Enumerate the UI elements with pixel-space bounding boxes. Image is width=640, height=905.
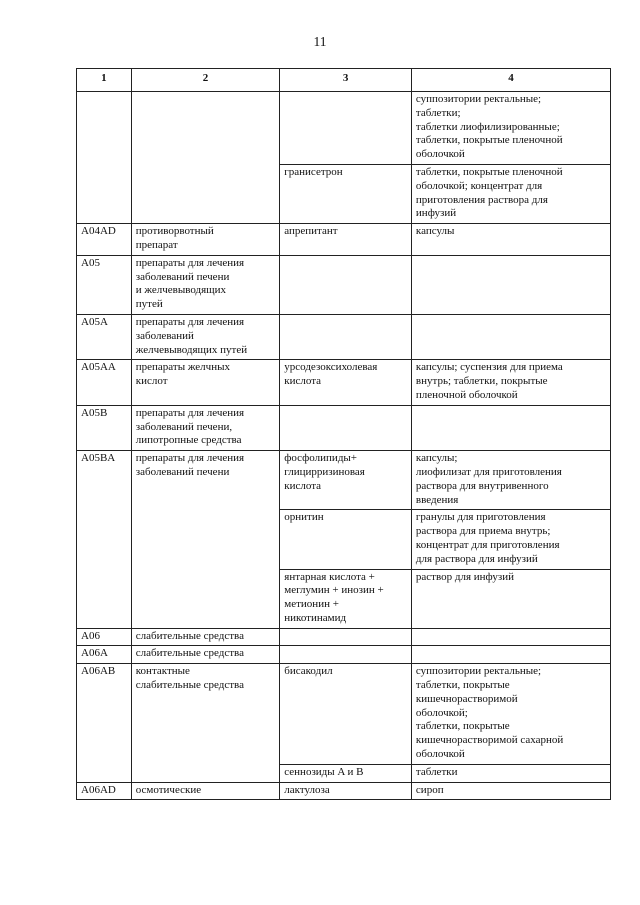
drug-name-cell [280,405,412,450]
cell-text-line: капсулы; суспензия для приема [415,361,563,374]
cell-text-line: препараты для лечения [135,406,245,419]
drug-name-cell [280,782,412,800]
table-header-row [77,69,611,92]
cell-text-line: кислот [135,375,168,388]
dosage-form-cell [411,646,610,664]
atc-code-cell [77,92,132,224]
drug-name-cell [280,360,412,405]
cell-text-line: и желчевыводящих [135,284,227,297]
cell-text-line: A05 [81,256,100,269]
dosage-form-cell [411,224,610,256]
group-name-cell [131,628,280,646]
drug-name-cell [280,451,412,510]
drug-name-cell [280,314,412,359]
cell-text-line: таблетки, покрытые пленочной [415,165,563,178]
cell-text-line: кислота [284,375,322,388]
drug-name-cell [280,628,412,646]
atc-code-cell [77,224,132,256]
cell-text-line: контактные [135,665,190,678]
cell-text-line: приготовления раствора для [415,193,548,206]
cell-text-line: противорвотный [135,225,214,238]
cell-text-line: заболеваний печени [135,270,230,283]
table-body [77,92,611,800]
group-name-cell [131,314,280,359]
table-row [77,92,611,165]
table-row [77,628,611,646]
dosage-form-cell [411,405,610,450]
drug-name-cell [280,164,412,223]
cell-text-line: фосфолипиды+ [284,452,358,465]
table-row [77,255,611,314]
atc-code-cell [77,360,132,405]
drug-classification-table [76,68,611,800]
group-name-cell [131,360,280,405]
cell-text-line: A05B [81,406,108,419]
column-header-4: 4 [411,69,610,92]
group-name-cell [131,664,280,782]
cell-text-line: суппозитории ректальные; [415,665,542,678]
cell-text-line: A05AA [81,361,116,374]
cell-text-line: капсулы; [415,452,458,465]
cell-text-line: глицирризиновая [284,465,365,478]
atc-code-cell [77,405,132,450]
cell-text-line: препарат [135,238,178,251]
cell-text-line: A06AB [81,665,116,678]
cell-text-line: липотропные средства [135,434,242,447]
atc-code-cell [77,646,132,664]
cell-text-line: кислота [284,479,322,492]
cell-text-line: таблетки лиофилизированные; [415,120,560,133]
table-row [77,405,611,450]
cell-text-line: оболочкой; [415,706,468,719]
cell-text-line: слабительные средства [135,629,244,642]
drug-name-cell [280,92,412,165]
group-name-cell [131,224,280,256]
atc-code-cell [77,314,132,359]
table-row [77,646,611,664]
cell-text-line: препараты для лечения [135,452,245,465]
cell-text-line: A05BA [81,452,116,465]
cell-text-line: заболеваний печени, [135,420,233,433]
cell-text-line: лиофилизат для приготовления [415,465,562,478]
group-name-cell [131,255,280,314]
cell-text-line: A04AD [81,225,116,238]
cell-text-line: апрепитант [284,225,338,238]
cell-text-line: таблетки [415,765,458,778]
cell-text-line: орнитин [284,511,324,524]
drug-name-cell [280,224,412,256]
cell-text-line: метионин + [284,598,339,611]
cell-text-line: раствора для внутривенного [415,479,549,492]
group-name-cell [131,92,280,224]
cell-text-line: инфузий [415,207,457,220]
cell-text-line: оболочкой [415,748,465,761]
cell-text-line: A06AD [81,783,116,796]
cell-text-line: путей [135,298,163,311]
cell-text-line: препараты для лечения [135,256,245,269]
atc-code-cell [77,664,132,782]
table-row [77,224,611,256]
atc-code-cell [77,628,132,646]
cell-text-line: концентрат для приготовления [415,538,560,551]
dosage-form-cell [411,451,610,510]
drug-name-cell [280,255,412,314]
cell-text-line: таблетки, покрытые [415,720,510,733]
drug-name-cell [280,646,412,664]
cell-text-line: раствор для инфузий [415,570,515,583]
cell-text-line: слабительные средства [135,647,244,660]
cell-text-line: препараты желчных [135,361,230,374]
cell-text-line: желчевыводящих путей [135,343,248,356]
group-name-cell [131,782,280,800]
dosage-form-cell [411,255,610,314]
table-row [77,314,611,359]
cell-text-line: таблетки; [415,106,461,119]
table-row [77,664,611,765]
page-number: 11 [313,34,327,49]
cell-text-line: капсулы [415,225,455,238]
dosage-form-cell [411,569,610,628]
cell-text-line: введения [415,493,459,506]
dosage-form-cell [411,314,610,359]
cell-text-line: сеннозиды A и B [284,765,364,778]
cell-text-line: бисакодил [284,665,333,678]
cell-text-line: оболочкой [415,148,465,161]
dosage-form-cell [411,92,610,165]
cell-text-line: янтарная кислота + [284,570,375,583]
cell-text-line: кишечнорастворимой сахарной [415,734,564,747]
table-row [77,451,611,510]
cell-text-line: оболочкой; концентрат для [415,179,543,192]
cell-text-line: осмотические [135,783,202,796]
dosage-form-cell [411,764,610,782]
cell-text-line: для раствора для инфузий [415,552,538,565]
table-row [77,782,611,800]
cell-text-line: внутрь; таблетки, покрытые [415,375,548,388]
dosage-form-cell [411,164,610,223]
cell-text-line: A06A [81,647,108,660]
column-header-2: 2 [131,69,280,92]
cell-text-line: сироп [415,783,444,796]
cell-text-line: гранисетрон [284,165,343,178]
cell-text-line: таблетки, покрытые пленочной [415,134,563,147]
group-name-cell [131,646,280,664]
group-name-cell [131,451,280,629]
cell-text-line: суппозитории ректальные; [415,93,542,105]
drug-name-cell [280,569,412,628]
cell-text-line: препараты для лечения [135,315,245,328]
cell-text-line: заболеваний печени [135,465,230,478]
group-name-cell [131,405,280,450]
dosage-form-cell [411,628,610,646]
cell-text-line: таблетки, покрытые [415,679,510,692]
atc-code-cell [77,782,132,800]
cell-text-line: кишечнорастворимой [415,692,518,705]
cell-text-line: A05A [81,315,108,328]
atc-code-cell [77,255,132,314]
cell-text-line: урсодезоксихолевая [284,361,378,374]
dosage-form-cell [411,360,610,405]
cell-text-line: никотинамид [284,611,347,624]
drug-name-cell [280,510,412,569]
column-header-1: 1 [77,69,132,92]
cell-text-line: заболеваний [135,329,194,342]
dosage-form-cell [411,782,610,800]
atc-code-cell [77,451,132,629]
cell-text-line: лактулоза [284,783,330,796]
column-header-3: 3 [280,69,412,92]
drug-name-cell [280,764,412,782]
cell-text-line: меглумин + инозин + [284,584,384,597]
dosage-form-cell [411,510,610,569]
drug-name-cell [280,664,412,765]
dosage-form-cell [411,664,610,765]
cell-text-line: пленочной оболочкой [415,388,518,401]
cell-text-line: гранулы для приготовления [415,511,546,524]
cell-text-line: A06 [81,629,100,642]
cell-text-line: слабительные средства [135,679,244,692]
cell-text-line: раствора для приема внутрь; [415,525,551,538]
table-row [77,360,611,405]
